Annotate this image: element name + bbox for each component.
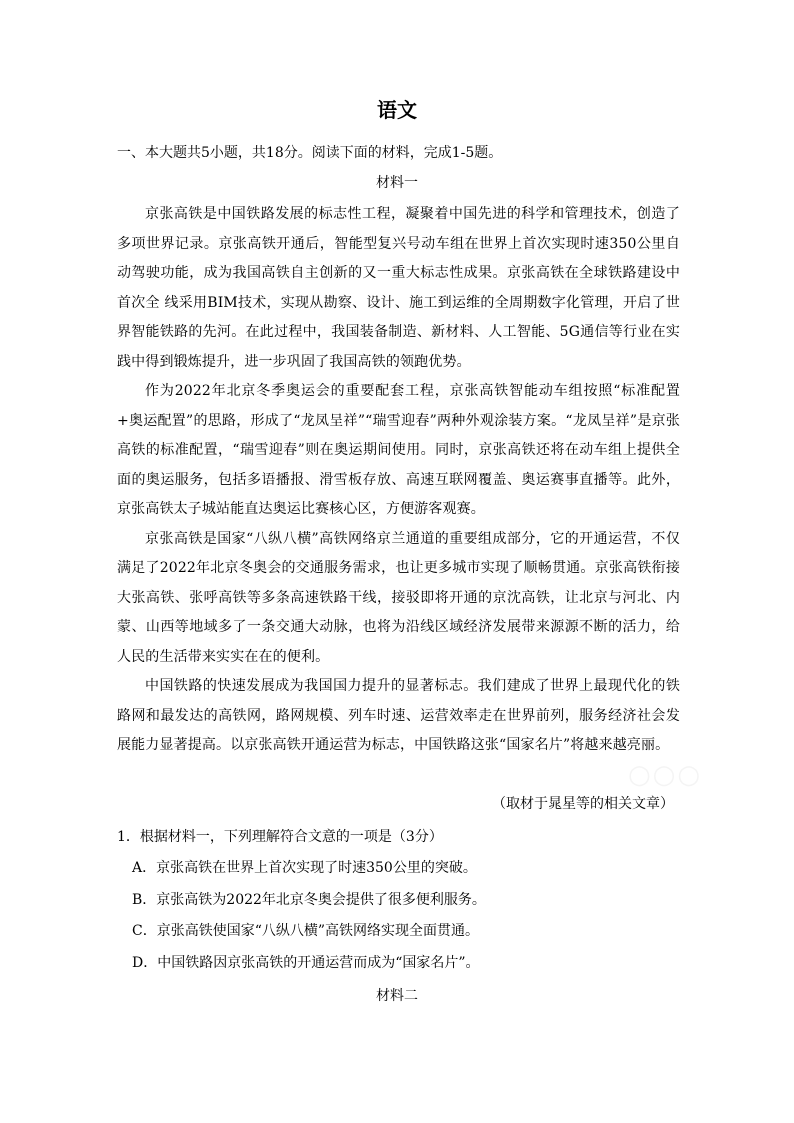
page-title: 语文 — [377, 98, 417, 122]
question-1-option-c: C．京张高铁使国家“八纵八横”高铁网络实现全面贯通。 — [132, 923, 480, 939]
section-header: 一、本大题共5小题，共18分。阅读下面的材料，完成1-5题。 — [117, 145, 503, 161]
material-1-heading: 材料一 — [376, 175, 418, 191]
material-1-paragraph-1: 京张高铁是中国铁路发展的标志性工程，凝聚着中国先进的科学和管理技术，创造了多项世界记录。京张高铁开通后，智能型复兴号动车组在世界上首次实现时速350公里自动驾驶功能，成为我国高铁自主创新的又一重大标志性成果。京张高铁在全球铁路建设中首次全 线采用BIM技术，实现从勘察、设计、施工到运维的全周期数字化管理，开启了世界智能铁路的先河。在此过程中，我国装备制造、新材料、人工智能、5G通信等行业在实践中得到锻炼提升，进一步巩固了我国高铁的领跑优势。 — [117, 206, 680, 370]
material-1-article — [117, 200, 680, 761]
material-1-paragraph-2: 作为2022年北京冬季奥运会的重要配套工程，京张高铁智能动车组按照“标准配置+奥运配置”的思路，形成了“龙凤呈祥”“瑞雪迎春”两种外观涂装方案。“龙凤呈祥”是京张高铁的标准配置，“瑞雪迎春”则在奥运期间使用。同时，京张高铁还将在动车组上提供全面的奥运服务，包括多语播报、滑雪板存放、高速互联网覆盖、奥运赛事直播等。此外，京张高铁太子城站能直达奥运比赛核心区，方便游客观赛。 — [117, 383, 680, 517]
material-1-paragraph-4: 中国铁路的快速发展成为我国国力提升的显著标志。我们建成了世界上最现代化的铁路网和最发达的高铁网，路网规模、列车时速、运营效率走在世界前列，服务经济社会发展能力显著提高。以京张高铁开通运营为标志，中国铁路这张“国家名片”将越来越亮丽。 — [117, 678, 680, 753]
question-1-stem: 1．根据材料一，下列理解符合文意的一项是（3分） — [117, 829, 443, 845]
material-1-paragraph-3: 京张高铁是国家“八纵八横”高铁网络京兰通道的重要组成部分，它的开通运营，不仅满足了2022年北京冬奥会的交通服务需求，也让更多城市实现了顺畅贯通。京张高铁衔接大张高铁、张呼高铁等多条高速铁路干线，接驳即将开通的京沈高铁，让北京与河北、内蒙、山西等地域多了一条交通大动脉，也将为沿线区域经济发展带来源源不断的活力，给人民的生活带来实实在在的便利。 — [117, 530, 680, 665]
question-1-options — [132, 857, 486, 983]
material-2-heading: 材料二 — [376, 988, 418, 1004]
question-1-option-a: A．京张高铁在世界上首次实现了时速350公里的突破。 — [132, 860, 477, 876]
question-1-option-b: B．京张高铁为2022年北京冬奥会提供了很多便利服务。 — [132, 891, 486, 908]
question-1-option-d: D．中国铁路因京张高铁的开通运营而成为“国家名片”。 — [132, 954, 480, 971]
material-1-source: （取材于晁星等的相关文章） — [492, 796, 674, 812]
watermark: ○○○ — [628, 760, 703, 790]
